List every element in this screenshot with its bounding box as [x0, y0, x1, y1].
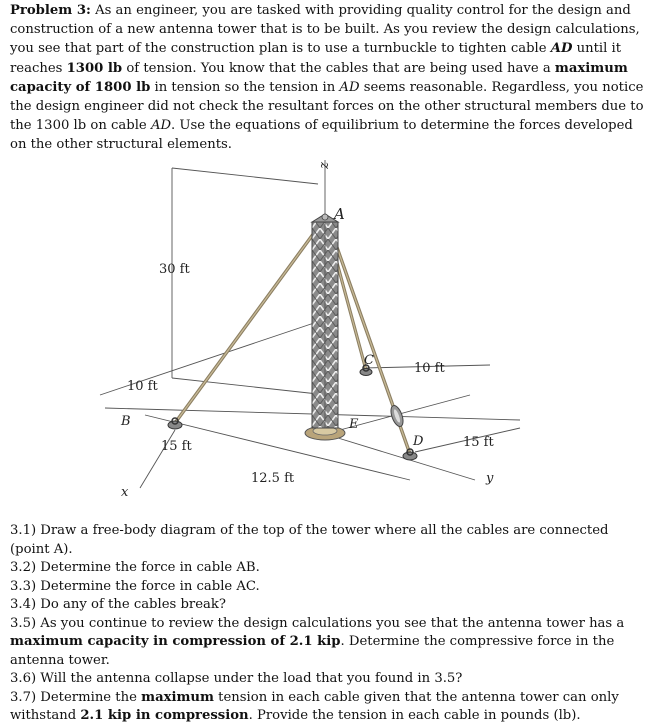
- label-30ft: 30 ft: [159, 262, 190, 277]
- anchor-b: [168, 418, 182, 429]
- questions: [10, 522, 650, 726]
- problem-text-2: until it reaches: [10, 41, 622, 76]
- label-b: B: [121, 414, 131, 429]
- question-3-7-text-c: tension in each cable given that the antenna tower can only withstand: [10, 689, 619, 723]
- label-e: E: [349, 417, 359, 432]
- question-3-7: [10, 689, 650, 726]
- height-guide: [172, 160, 325, 394]
- ground-lines: [100, 321, 520, 488]
- cable-ad-ref-3: AD: [150, 118, 172, 134]
- label-c: C: [364, 353, 374, 368]
- question-3-6: 3.6) Will the antenna collapse under the load that you found in 3.5?: [10, 671, 463, 686]
- cables: [175, 222, 410, 454]
- problem-text-4: in tension so the tension in: [150, 79, 340, 95]
- problem-statement: [10, 1, 650, 155]
- label-10ft-right: 10 ft: [414, 361, 445, 376]
- tower-diagram: [0, 140, 659, 515]
- tower-figure: [0, 140, 659, 515]
- problem-text-1: As an engineer, you are tasked with providing quality control for the design and construction of a new antenna tower that is to be built. As you review the design calculations, you see that part of the construction plan is to use a turnbuckle to tighten cable: [10, 3, 640, 57]
- figure-labels: [120, 161, 494, 500]
- question-3-2: 3.2) Determine the force in cable AB.: [10, 560, 260, 575]
- problem-text-5: seems reasonable. Regardless, you notice the design engineer did not check the resultant forces on the other structural members due to the 1300 lb on cable: [10, 79, 644, 134]
- question-3-5-bold: maximum capacity in compression of 2.1 kip: [10, 634, 341, 649]
- label-15ft-right: 15 ft: [463, 435, 494, 450]
- question-3-7-text-e: . Provide the tension in each cable in pounds (lb).: [248, 708, 581, 723]
- problem-text-6: . Use the equations of equilibrium to determine the forces developed on the other structural elements.: [10, 118, 633, 153]
- tension-value: 1300 lb: [66, 60, 123, 76]
- label-10ft-left: 10 ft: [127, 379, 158, 394]
- max-capacity: maximum capacity of 1800 lb: [10, 60, 628, 95]
- question-3-7-bold-d: 2.1 kip in compression: [80, 708, 249, 723]
- label-a: A: [334, 205, 345, 223]
- problem-label: Problem 3:: [10, 3, 91, 18]
- question-3-3: 3.3) Determine the force in cable AC.: [10, 578, 260, 594]
- cable-ad-ref: AD: [550, 41, 573, 57]
- question-3-5: [10, 615, 650, 671]
- problem-text-3: of tension. You know that the cables that are being used have a: [122, 60, 555, 76]
- y-axis-line: [325, 434, 475, 480]
- cable-ad-ref-2: AD: [339, 79, 360, 95]
- question-3-5-text-a: 3.5) As you continue to review the design calculations you see that the antenna tower has a: [10, 615, 625, 631]
- question-3-7-bold-a: maximum: [141, 689, 214, 705]
- label-d: D: [413, 434, 424, 449]
- label-x: x: [121, 485, 129, 500]
- question-3-7-text-a: 3.7) Determine the: [10, 689, 142, 705]
- label-12-5ft: 12.5 ft: [251, 471, 295, 486]
- question-3-1: 3.1) Draw a free-body diagram of the top of the tower where all the cables are connected (point A).: [10, 523, 609, 557]
- label-y: y: [486, 471, 494, 486]
- question-3-4: 3.4) Do any of the cables break?: [10, 597, 226, 612]
- antenna-tower: [312, 214, 338, 428]
- label-z: z: [317, 162, 332, 169]
- label-15ft-left: 15 ft: [161, 439, 192, 454]
- question-3-5-text-c: . Determine the compressive force in the antenna tower.: [10, 634, 615, 668]
